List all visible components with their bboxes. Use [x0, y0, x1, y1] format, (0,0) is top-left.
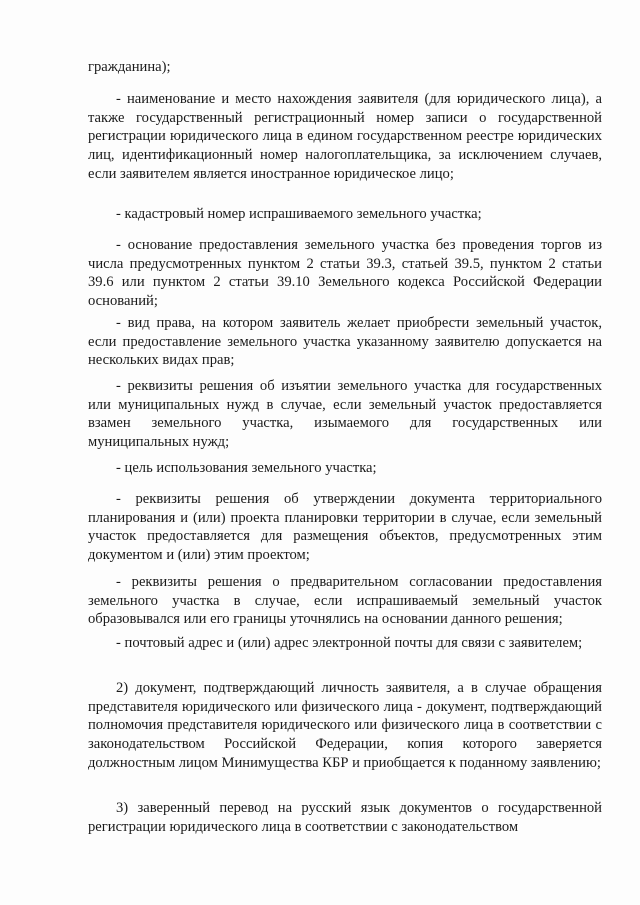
paragraph-applicant-name: - наименование и место нахождения заявителя (для юридического лица), а также государственный регистрационный номер записи о государственной регистрации юридического лица в едином государственном реестре юридических лиц, идентификационный номер налогоплательщика, за исключением случаев, если заявителем является иностранное юридическое лицо;	[88, 91, 602, 182]
paragraph-continuation: гражданина);	[88, 59, 171, 75]
paragraph-postal-address: - почтовый адрес и (или) адрес электронной почты для связи с заявителем;	[116, 635, 583, 651]
paragraph-certified-translation: 3) заверенный перевод на русский язык документов о государственной регистрации юридического лица в соответствии с законодательством	[88, 800, 602, 835]
paragraph-usage-purpose: - цель использования земельного участка;	[116, 460, 377, 476]
paragraph-withdrawal-decision: - реквизиты решения об изъятии земельного участка для государственных или муниципальных нужд в случае, если земельный участок предоставляется взамен земельного участка, изымаемого для государственных или муниципальных нужд;	[88, 378, 602, 451]
paragraph-grounds: - основание предоставления земельного участка без проведения торгов из числа предусмотренных пунктом 2 статьи 39.3, статьей 39.5, пунктом 2 статьи 39.6 или пунктом 2 статьи 39.10 Земельного кодекса Российской Федерации оснований;	[88, 237, 602, 310]
paragraph-identity-document: 2) документ, подтверждающий личность заявителя, а в случае обращения представителя юридического или физического лица - документ, подтверждающий полномочия представителя юридического или физического лица в соответствии с законодательством Российской Федерации, копия которого заверяется должностным лицом Минимущества КБР и приобщается к поданному заявлению;	[88, 680, 602, 771]
paragraph-cadastral-number: - кадастровый номер испрашиваемого земельного участка;	[116, 206, 482, 222]
paragraph-preliminary-approval: - реквизиты решения о предварительном согласовании предоставления земельного участка в случае, если испрашиваемый земельный участок образовывался или его границы уточнялись на основании данного решения;	[88, 574, 602, 628]
paragraph-right-type: - вид права, на котором заявитель желает приобрести земельный участок, если предоставление земельного участка указанному заявителю допускается на нескольких видах прав;	[88, 315, 602, 369]
paragraph-planning-decision: - реквизиты решения об утверждении документа территориального планирования и (или) проекта планировки территории в случае, если земельный участок предоставляется для размещения объектов, предусмотренных этим документом и (или) этим проектом;	[88, 491, 602, 564]
